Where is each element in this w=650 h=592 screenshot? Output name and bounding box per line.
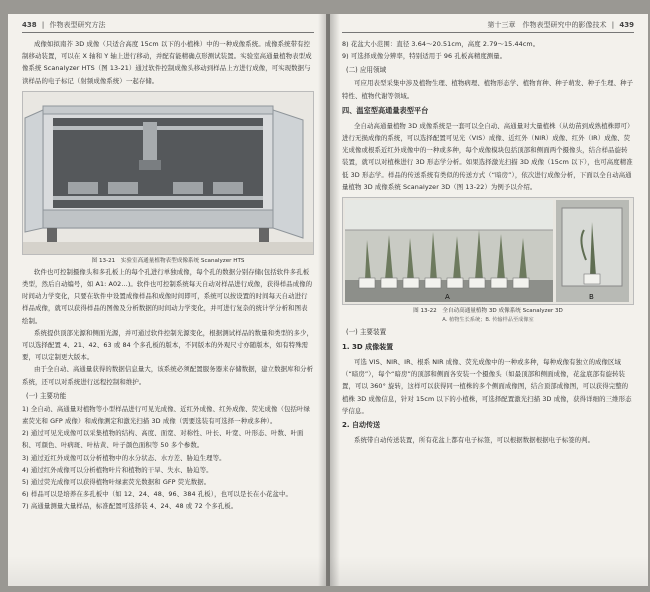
left-features-list bbox=[22, 403, 314, 513]
left-page bbox=[8, 14, 326, 586]
left-para-3: 系统提供顶部光源和侧面光源，并可通过软件控制光源变化，根据测试样品的数量和类型的多少，可以选择配置 4、21、42、63 或 84 个多孔板的版本，不同版本的外观尺寸亦随版本，如有特殊需要，可以定制更大版本。 bbox=[22, 328, 314, 362]
list-item: 5) 通过荧光成像可以获得植物叶绿素荧光数据和 GFP 荧光数据。 bbox=[22, 478, 211, 487]
figure-13-22-caption: 图 13-22 全自动高通量植物 3D 成像系统 Scanalyzer 3D bbox=[413, 308, 563, 315]
sub1-heading: 1. 3D 成像装置 bbox=[342, 343, 394, 352]
greenhouse-photo-a bbox=[345, 200, 553, 302]
sub2-heading: 2. 自动传送 bbox=[342, 421, 380, 430]
functions-heading: (一) 主要装置 bbox=[346, 328, 387, 337]
photo-b-label: B bbox=[589, 293, 594, 302]
list-item: 9) 可选择成像分辨率，特别适用于 96 孔板高精度测量。 bbox=[342, 52, 507, 61]
list-item: 4) 通过红外成像可以分析植物叶片和植物的干旱、失水、胁迫等。 bbox=[22, 465, 213, 474]
sub1-text: 可选 VIS、NIR、IR、根系 NIR 成像、荧光成像中的一种或多种，每种成像有独立的成像区域（“暗房”），每个“暗房”的顶部和侧面各安装一个摄像头（如最顶部和侧面成像，花盆底部有旋转装置，可以 360° 旋转，这样可以获得同一植株的多个侧面成像图，结合顶部成像图，可以获得完整的植株 3D 成像信息，针对 15cm 以下的小植株，可选择配置激光扫描 3D 成像，获得详细的三维形态学信息。 bbox=[342, 358, 632, 415]
left-para-4: 由于全自动、高通量获得的数据信息量大，该系统必须配置服务器来存储数据，建立数据库和分析系统，还可以对系统进行远程控制和维护。 bbox=[22, 365, 314, 386]
app-heading: (二) 应用领域 bbox=[346, 66, 387, 75]
figure-13-21-caption: 图 13-21 实验室高通量植物表型成像系统 Scanalyzer HTS bbox=[91, 257, 245, 264]
list-item: 7) 高通量测量大量样品，标准配置可选择装 4、24、48 或 72 个多孔板。 bbox=[22, 502, 238, 511]
sub2-text: 系统带自动传送装置，所有花盆上都有电子标签，可以根据数据根据电子标签的判。 bbox=[354, 436, 595, 445]
right-page-header: 第十三章 作物表型研究中的影像技术 | 439 bbox=[342, 20, 634, 33]
left-running-title: 作物表型研究方法 bbox=[49, 21, 106, 29]
right-page-number: 439 bbox=[619, 21, 634, 29]
list-item: 8) 花盆大小范围：直径 3.64～20.51cm，高度 2.79～15.44cm。 bbox=[342, 40, 540, 48]
list-item: 6) 样品可以是培养在多孔板中（如 12、24、48、96、384 孔板），也可以是长在小花盆中。 bbox=[22, 490, 292, 499]
right-running-title: 第十三章 作物表型研究中的影像技术 bbox=[487, 21, 607, 29]
scanalyzer-hts-illustration bbox=[23, 92, 313, 254]
figure-13-22-subcaption: A. 植物生长系统；B. 传输样品至成像室 bbox=[442, 317, 534, 324]
section-heading: 四、温室型高通量表型平台 bbox=[342, 105, 429, 115]
right-top-list bbox=[342, 38, 634, 62]
photo-a-label: A bbox=[445, 293, 450, 302]
section-text: 全自动高通量植物 3D 成像系统是一套可以全自动、高通量对大量植株（从幼苗到成熟植株即可）进行无损成像的系统，可以选择配置可见光（VIS）成像、近红外（NIR）成像、红外（IR）成像、荧光成像或根系近红外成像中的一种或多种，每个成像模块包括顶部和侧面两个摄像头，结合样品旋转装置，就可以对植株进行 3D 形态学分析。如果选择激光扫描 3D 成像（15cm 以下），也可高度精准低 3D 形态学。样品的传送系统有类似的传送方式（“暗房”），依次进行成像分析，下面以全自动高通量植物 3D 成像系统 Scanalyzer 3D（图 13-22）为例予以介绍。 bbox=[342, 121, 634, 191]
left-para-2: 软件也可控制摄像头和多孔板上的每个孔进行单独成像，每个孔的数据分别存储(包括软件多孔板类型，然后自动编号，如 A1: A02…)。软件也可控制系统每天自动对样品进行成像，获得样品成像的时间动力学变化，只要在软件中设置成像样品和成像时间即可，系统可以按设置的时间每天自动进行样品成像，就可以获得样品的图像及分析数据的时间动力学变化，并可进行复杂的统计学分析和图表绘制。 bbox=[22, 267, 313, 325]
app-text: 可应用表型采集中涉及植物生理、植物病理、植物形态学、植物育种、种子萌发、种子生理、种子特性、植物代谢等领域。 bbox=[342, 79, 634, 100]
list-item: 1) 全自动、高通量对植物等小型样品进行可见光成像、近红外成像、红外成像、荧光成像（包括叶绿素荧光和 GFP 成像）和成像测定和激光扫描 3D 成像（需要选装有可选择一种或多种）。 bbox=[22, 404, 310, 426]
list-item: 2) 通过可见光成像可以采集植物的结构、高度、面宽、对称性、叶长、叶宽、叶形态、叶数、叶面积、可颜色、叶病斑、叶枯黄、叶子颜色面积等 50 多个参数。 bbox=[22, 429, 304, 450]
left-para-1: 成像如拟南芥 3D 成像（只适合高度 15cm 以下的小植株）中的一种成像系统。成像系统带有控制移动装置，可以在 X 轴和 Y 轴上进行移动，并配有能精确点形测试装置。实验室高通量植物表型成像系统 Scanalyzer HTS（图 13-21）通过软件控制成像头移动到样品上方进行成像，可实现数据与读样品的电子标记（射频成像系统）一起存储。 bbox=[22, 40, 312, 85]
left-page-number: 438 bbox=[22, 21, 37, 29]
left-features-heading: (一) 主要功能 bbox=[26, 391, 67, 400]
list-item: 3) 通过近红外成像可以分析植物中的水分状态、水方差、胁迫生理等。 bbox=[22, 453, 226, 462]
right-page bbox=[330, 14, 648, 586]
left-page-header: 438 | 作物表型研究方法 bbox=[22, 20, 314, 33]
figure-13-22 bbox=[342, 197, 634, 305]
greenhouse-photo-b bbox=[556, 200, 629, 302]
figure-13-21 bbox=[22, 91, 314, 255]
